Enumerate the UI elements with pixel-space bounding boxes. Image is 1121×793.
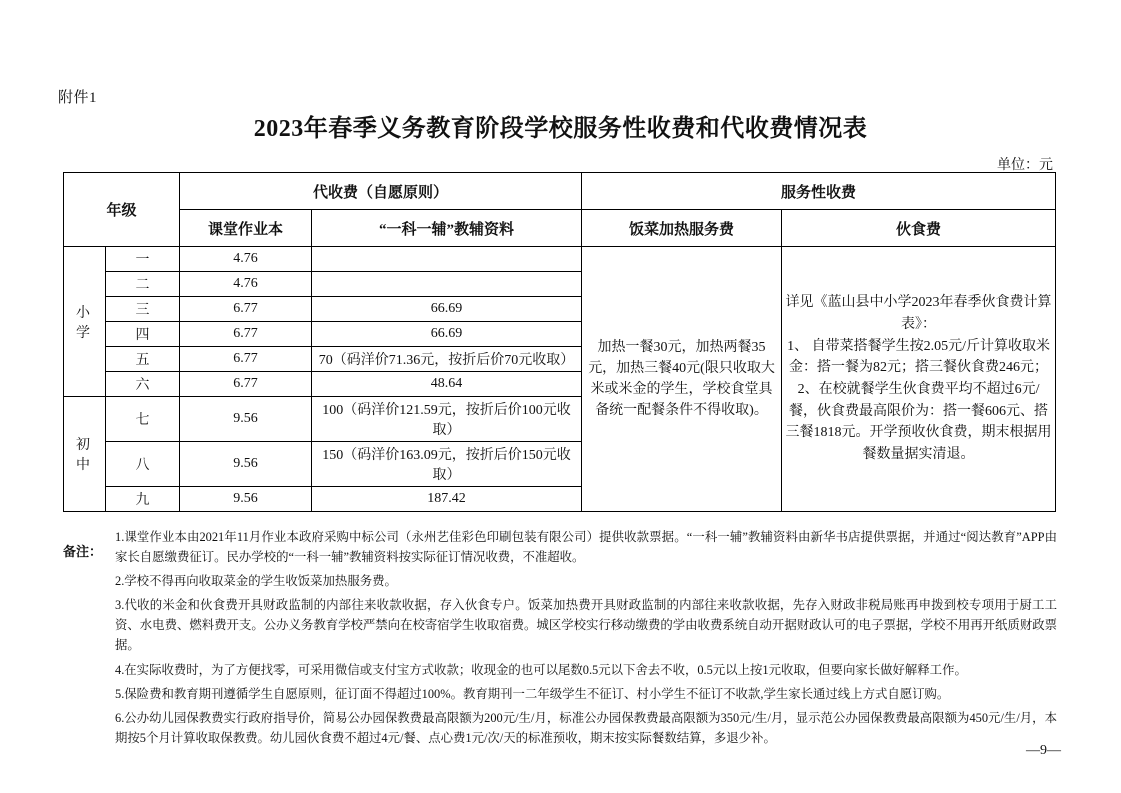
grade-label: 一 <box>106 247 180 272</box>
material-fee: 66.69 <box>312 297 582 322</box>
material-fee: 100（码洋价121.59元，按折后价100元收取） <box>312 397 582 442</box>
note-item: 1.课堂作业本由2021年11月作业本政府采购中标公司（永州艺佳彩色印刷包装有限公司）提供收款票据。“一科一辅”教辅资料由新华书店提供票据，并通过“阅达教育”APP由家长自愿缴费征订。民办学校的“一科一辅”教辅资料按实际征订情况收费，不准超收。 <box>115 530 1057 565</box>
grade-label: 五 <box>106 347 180 372</box>
segment-label-junior: 初 中 <box>64 397 106 512</box>
material-fee: 66.69 <box>312 322 582 347</box>
grade-label: 八 <box>106 442 180 487</box>
header-workbook: 课堂作业本 <box>180 210 312 247</box>
note-item: 6.公办幼儿园保教费实行政府指导价，简易公办园保教费最高限额为200元/生/月，标准公办园保教费最高限额为350元/生/月，显示范公办园保教费最高限额为450元/生/月，本期按5个月计算收取保教费。幼儿园伙食费不超过4元/餐、点心费1元/次/天的标准预收，期末按实际餐数结算，多退少补。 <box>115 710 1057 745</box>
workbook-fee: 6.77 <box>180 347 312 372</box>
header-meal: 伙食费 <box>782 210 1056 247</box>
material-fee: 150（码洋价163.09元，按折后价150元收取） <box>312 442 582 487</box>
notes-label: 备注： <box>63 544 103 559</box>
grade-label: 四 <box>106 322 180 347</box>
workbook-fee: 9.56 <box>180 397 312 442</box>
table-header-row-2 <box>64 210 1056 247</box>
segment-label-primary: 小 学 <box>64 247 106 397</box>
notes-section <box>63 527 1057 752</box>
table-header-row-1 <box>64 173 1056 210</box>
page-number: —9— <box>1026 743 1061 758</box>
workbook-fee: 9.56 <box>180 442 312 487</box>
material-fee: 187.42 <box>312 487 582 512</box>
header-material: “一科一辅”教辅资料 <box>312 210 582 247</box>
page-title: 2023年春季义务教育阶段学校服务性收费和代收费情况表 <box>253 116 868 142</box>
unit-label: 单位：元 <box>997 158 1053 173</box>
header-service-fees: 服务性收费 <box>582 173 1056 210</box>
workbook-fee: 6.77 <box>180 372 312 397</box>
meal-fee-text: 详见《蓝山县中小学2023年春季伙食费计算表》： 1、 自带菜搭餐学生按2.05元/斤计算收取米金：搭一餐为82元；搭三餐伙食费246元； 2、在校就餐学生伙食费平均不超过6元/餐，伙食费最高限价为：搭一餐606元、搭三餐1818元。开学预收伙食费，期末根据用餐数量据实清退。 <box>782 247 1056 512</box>
workbook-fee: 4.76 <box>180 247 312 272</box>
header-heating: 饭菜加热服务费 <box>582 210 782 247</box>
note-item: 3.代收的米金和伙食费开具财政监制的内部往来收款收据，存入伙食专户。饭菜加热费开具财政监制的内部往来收款收据，先存入财政非税局账再申拨到校专项用于厨工工资、水电费、燃料费开支。公办义务教育学校严禁向在校寄宿学生收取宿费。城区学校实行移动缴费的学由收费系统自动开据财政认可的电子票据，学校不用再开纸质财政票据。 <box>115 598 1057 653</box>
note-item: 4.在实际收费时，为了方便找零，可采用微信或支付宝方式收款；收现金的也可以尾数0.5元以下舍去不收，0.5元以上按1元收取，但要向家长做好解释工作。 <box>115 662 967 677</box>
workbook-fee: 6.77 <box>180 322 312 347</box>
material-fee: 70（码洋价71.36元，按折后价70元收取） <box>312 347 582 372</box>
grade-label: 九 <box>106 487 180 512</box>
note-item: 5.保险费和教育期刊遵循学生自愿原则，征订面不得超过100%。教育期刊一二年级学生不征订、村小学生不征订不收款,学生家长通过线上方式自愿订购。 <box>115 686 950 701</box>
note-item: 2.学校不得再向收取菜金的学生收饭菜加热服务费。 <box>115 574 397 589</box>
workbook-fee: 9.56 <box>180 487 312 512</box>
workbook-fee: 4.76 <box>180 272 312 297</box>
heating-fee-text: 加热一餐30元，加热两餐35元，加热三餐40元(限只收取大米或米金的学生，学校食堂具备统一配餐条件不得收取)。 <box>582 247 782 512</box>
header-grade: 年级 <box>64 173 180 247</box>
grade-label: 二 <box>106 272 180 297</box>
material-fee <box>312 247 582 272</box>
material-fee: 48.64 <box>312 372 582 397</box>
attachment-label: 附件1 <box>58 90 98 106</box>
fee-table <box>63 172 1056 512</box>
material-fee <box>312 272 582 297</box>
table-row <box>64 247 1056 272</box>
header-collection-fees: 代收费（自愿原则） <box>180 173 582 210</box>
grade-label: 七 <box>106 397 180 442</box>
workbook-fee: 6.77 <box>180 297 312 322</box>
notes-body <box>115 527 1057 748</box>
grade-label: 三 <box>106 297 180 322</box>
grade-label: 六 <box>106 372 180 397</box>
